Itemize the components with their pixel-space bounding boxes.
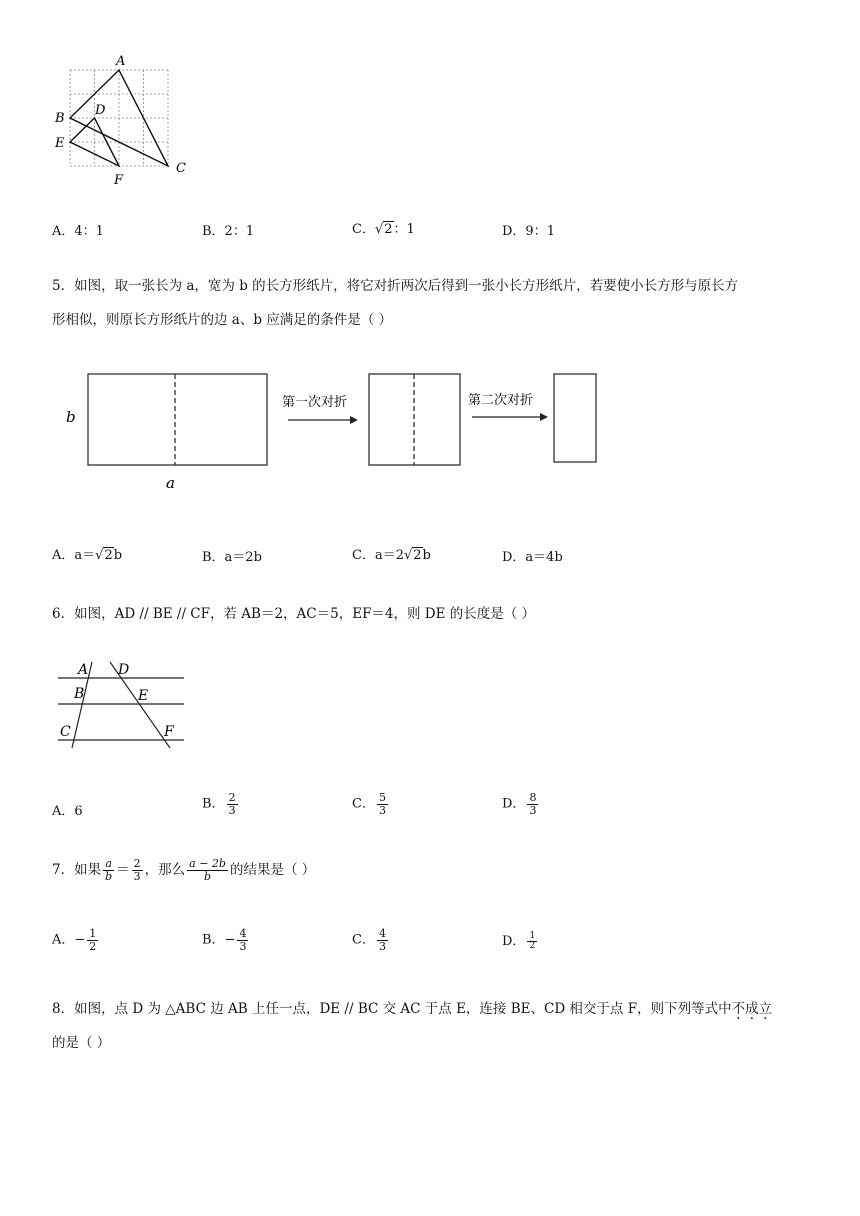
- q7-option-d: D． $\frac{1}{2}$: [502, 930, 536, 951]
- q6-option-b: B． $\frac{2}{3}$: [202, 791, 236, 817]
- q5-label-b: b: [66, 408, 76, 426]
- q6-label-D: D: [118, 662, 130, 678]
- q5-folding-figure: [60, 360, 620, 500]
- q6-label-F: F: [164, 724, 174, 740]
- q8-question-line1: 8．如图，点 D 为 △ABC 边 AB 上任一点，DE // BC 交 AC 于点 E，连接 BE、CD 相交于点 F，则下列等式中不成立: [52, 1001, 773, 1017]
- q4-label-E: E: [55, 136, 65, 151]
- q6-label-B: B: [74, 686, 85, 702]
- q4-option-d: D．9：1: [502, 224, 555, 239]
- q6-question: 6．如图，AD // BE // CF，若 AB＝2，AC＝5，EF＝4，则 DE 的长度是（ ）: [52, 606, 536, 622]
- q6-option-c: C． $\frac{5}{3}$: [352, 791, 386, 817]
- q5-option-b: B．a＝2b: [202, 550, 262, 565]
- q4-option-a: A．4：1: [52, 224, 104, 239]
- q4-label-D: D: [95, 103, 106, 118]
- q4-option-b: B．2：1: [202, 224, 255, 239]
- q5-label-a: a: [166, 474, 175, 492]
- q5-question-line2: 形相似，则原长方形纸片的边 a、b 应满足的条件是（ ）: [52, 312, 393, 328]
- q6-label-E: E: [138, 688, 149, 704]
- q4-label-C: C: [176, 161, 186, 176]
- q5-option-a: A．a＝√2b: [52, 548, 123, 563]
- q4-grid-figure: [50, 52, 200, 192]
- q5-fold1-label: 第一次对折: [282, 394, 348, 409]
- q6-option-a: A．6: [52, 804, 83, 819]
- q4-option-c: C．√2：1: [352, 222, 415, 237]
- q7-question: 7．如果 $\frac{a}{b}$ ＝ $\frac{2}{3}$ ，那么 $\frac{a - 2b}{b}$ 的结果是（ ）: [52, 857, 316, 883]
- q7-option-a: A．− $\frac{1}{2}$: [52, 927, 97, 953]
- q7-option-c: C． $\frac{4}{3}$: [352, 927, 386, 953]
- q5-question-line1: 5．如图，取一张长为 a，宽为 b 的长方形纸片，将它对折两次后得到一张小长方形纸片，若要使小长方形与原长方: [52, 278, 739, 294]
- q5-fold2-label: 第二次对折: [468, 392, 534, 407]
- q6-option-d: D． $\frac{8}{3}$: [502, 791, 537, 817]
- q5-option-c: C．a＝2√2b: [352, 548, 431, 563]
- q7-option-b: B．− $\frac{4}{3}$: [202, 927, 247, 953]
- q4-label-A: A: [116, 54, 126, 69]
- q4-label-F: F: [114, 173, 124, 188]
- q4-label-B: B: [55, 111, 65, 126]
- q8-question-line2: 的是（ ）: [52, 1035, 111, 1051]
- q5-option-d: D．a＝4b: [502, 550, 563, 565]
- q6-label-A: A: [78, 662, 89, 678]
- q6-label-C: C: [60, 724, 71, 740]
- q6-parallel-lines-figure: [52, 656, 192, 756]
